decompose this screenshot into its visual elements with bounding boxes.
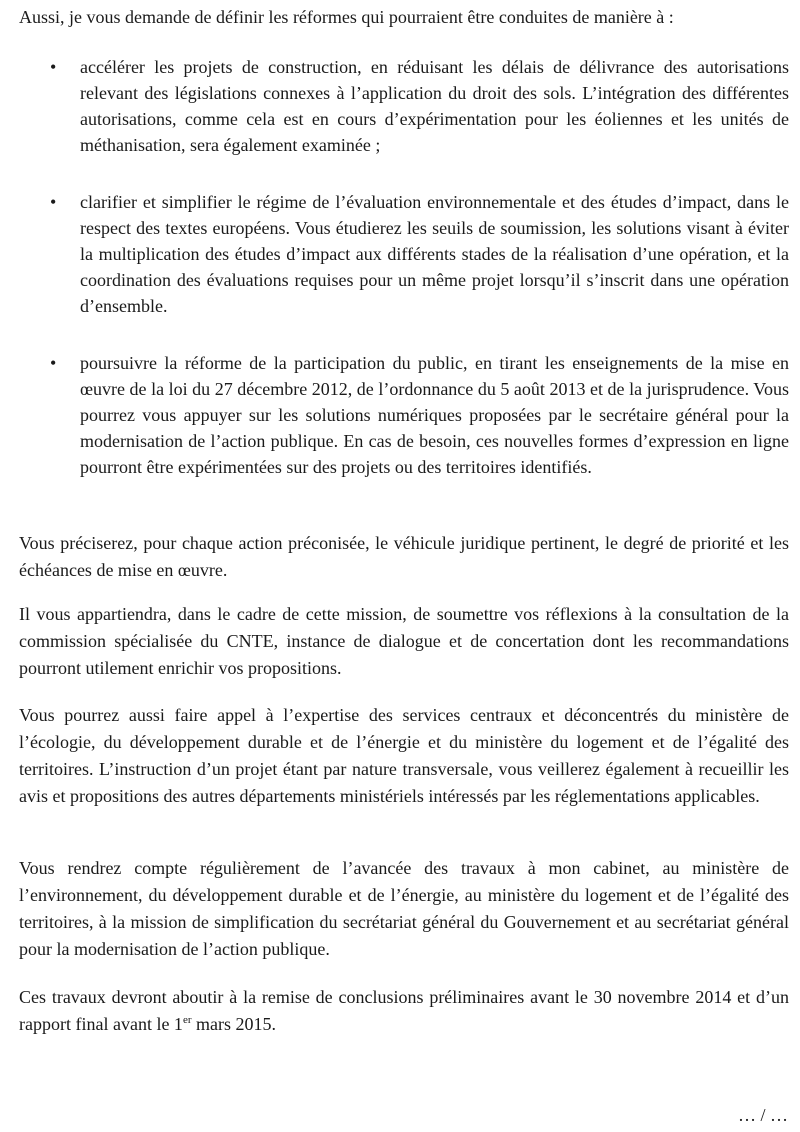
- paragraph-vehicule-juridique: Vous préciserez, pour chaque action préconisée, le véhicule juridique pertinent, le degré de priorité et les échéances de mise en œuvre.: [19, 533, 789, 580]
- bullet-text: clarifier et simplifier le régime de l’évaluation environnementale et des études d’impact, dans le respect des textes européens. Vous étudierez les seuils de soumission, les solutions visant à éviter la multiplication des études d’impact aux différents stades de la réalisation d’une opération, et la coordination des évaluations requises pour un même projet lorsqu’il s’inscrit dans une opération d’ensemble.: [80, 192, 789, 316]
- bullet-item-participation: [50, 350, 789, 480]
- bullet-dot: •: [50, 57, 57, 77]
- continuation-marker: … / …: [737, 1105, 788, 1125]
- intro-paragraph: Aussi, je vous demande de définir les réformes qui pourraient être conduites de manière à :: [19, 7, 674, 27]
- bullet-dot: •: [50, 353, 57, 373]
- bullet-text: accélérer les projets de construction, en réduisant les délais de délivrance des autorisations relevant des législations connexes à l’application du droit des sols. L’intégration des différentes autorisations, comme cela est en cours d’expérimentation pour les éoliennes et les unités de méthanisation, sera également examinée ;: [80, 57, 789, 155]
- paragraph-rendre-compte: Vous rendrez compte régulièrement de l’avancée des travaux à mon cabinet, au ministère de l’environnement, du développement durable et de l’énergie, au ministère du logement et de l’égalité des territoires, à la mission de simplification du secrétariat général du Gouvernement et au secrétariat général pour la modernisation de l’action publique.: [19, 858, 789, 959]
- bullet-text: poursuivre la réforme de la participation du public, en tirant les enseignements de la mise en œuvre de la loi du 27 décembre 2012, de l’ordonnance du 5 août 2013 et de la jurisprudence. Vous pourrez vous appuyer sur les solutions numériques proposées par le secrétaire général pour la modernisation de l’action publique. En cas de besoin, ces nouvelles formes d’expression en ligne pourront être expérimentées sur des projets ou des territoires identifiés.: [80, 353, 789, 477]
- ordinal-superscript: er: [182, 1014, 192, 1026]
- paragraph-expertise-services: Vous pourrez aussi faire appel à l’expertise des services centraux et déconcentrés du ministère de l’écologie, du développement durable et de l’énergie et du ministère du logement et de l’égalité des territoires. L’instruction d’un projet étant par nature transversale, vous veillerez également à recueillir les avis et propositions des autres départements ministériels intéressés par les réglementations applicables.: [19, 705, 789, 806]
- bullet-item-construction: [50, 54, 789, 158]
- closing-text-end: mars 2015.: [191, 1014, 276, 1034]
- bullet-dot: •: [50, 192, 57, 212]
- paragraph-echeances: [19, 984, 789, 1038]
- bullet-item-evaluation: [50, 189, 789, 319]
- paragraph-consultation-cnte: Il vous appartiendra, dans le cadre de cette mission, de soumettre vos réflexions à la consultation de la commission spécialisée du CNTE, instance de dialogue et de concertation dont les recommandations pourront utilement enrichir vos propositions.: [19, 604, 789, 678]
- closing-text: Ces travaux devront aboutir à la remise de conclusions préliminaires avant le 30 novembre 2014 et d’un rapport final avant le 1: [19, 987, 789, 1034]
